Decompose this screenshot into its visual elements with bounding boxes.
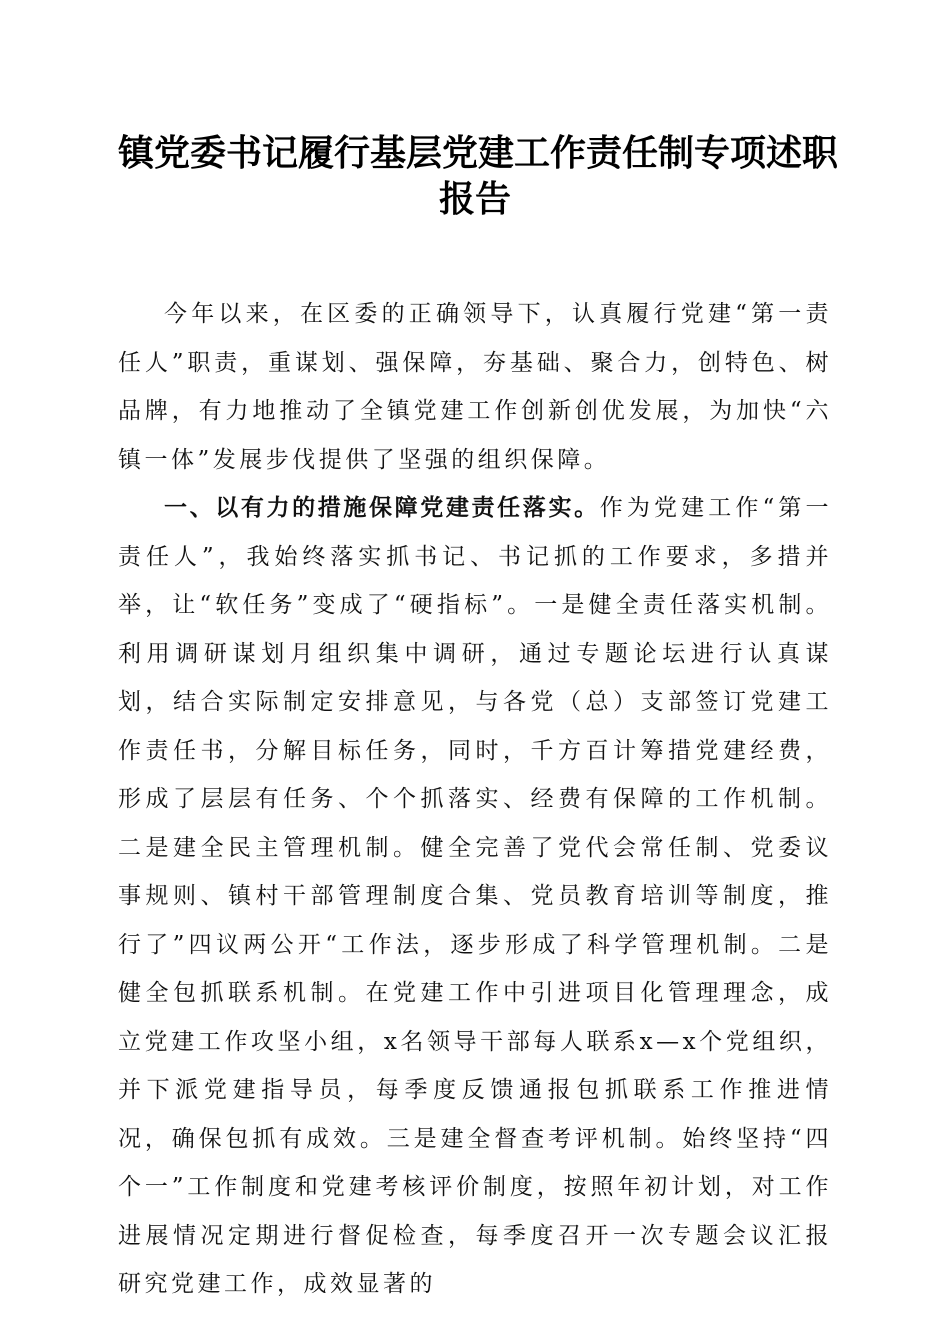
document-title-line-1: 镇党委书记履行基层党建工作责任制专项述职 — [118, 132, 839, 174]
section-one-heading: 一、以有力的措施保障党建责任落实。 — [164, 495, 600, 521]
section-one-text: 作为党建工作“第一责任人”，我始终落实抓书记、书记抓的工作要求，多措并举，让“软任务”变成了“硬指标”。一是健全责任落实机制。利用调研谋划月组织集中调研，通过专题论坛进行认真谋划，结合实际制定安排意见，与各党（总）支部签订党建工作责任书，分解目标任务，同时，千方百计筹措党建经费，形成了层层有任务、个个抓落实、经费有保障的工作机制。二是建全民主管理机制。健全完善了党代会常任制、党委议事规则、镇村干部管理制度合集、党员教育培训等制度，推行了”四议两公开“工作法，逐步形成了科学管理机制。二是健全包抓联系机制。在党建工作中引进项目化管理理念，成立党建工作攻坚小组，x名领导干部每人联系x—x个党组织，并下派党建指导员，每季度反馈通报包抓联系工作推进情况，确保包抓有成效。三是建全督查考评机制。始终坚持“四个一”工作制度和党建考核评价制度，按照年初计划，对工作进展情况定期进行督促检查，每季度召开一次专题会议汇报研究党建工作，成效显著的 — [118, 495, 832, 1297]
section-one-paragraph — [118, 484, 832, 1309]
document-title-line-2: 报告 — [438, 178, 511, 220]
intro-paragraph — [118, 290, 832, 484]
document-body — [118, 290, 832, 1309]
intro-paragraph-text: 今年以来，在区委的正确领导下，认真履行党建“第一责任人”职责，重谋划、强保障，夯基础、聚合力，创特色、树品牌，有力地推动了全镇党建工作创新创优发展，为加快“六镇一体”发展步伐提供了坚强的组织保障。 — [118, 301, 832, 473]
document-title — [118, 130, 839, 222]
